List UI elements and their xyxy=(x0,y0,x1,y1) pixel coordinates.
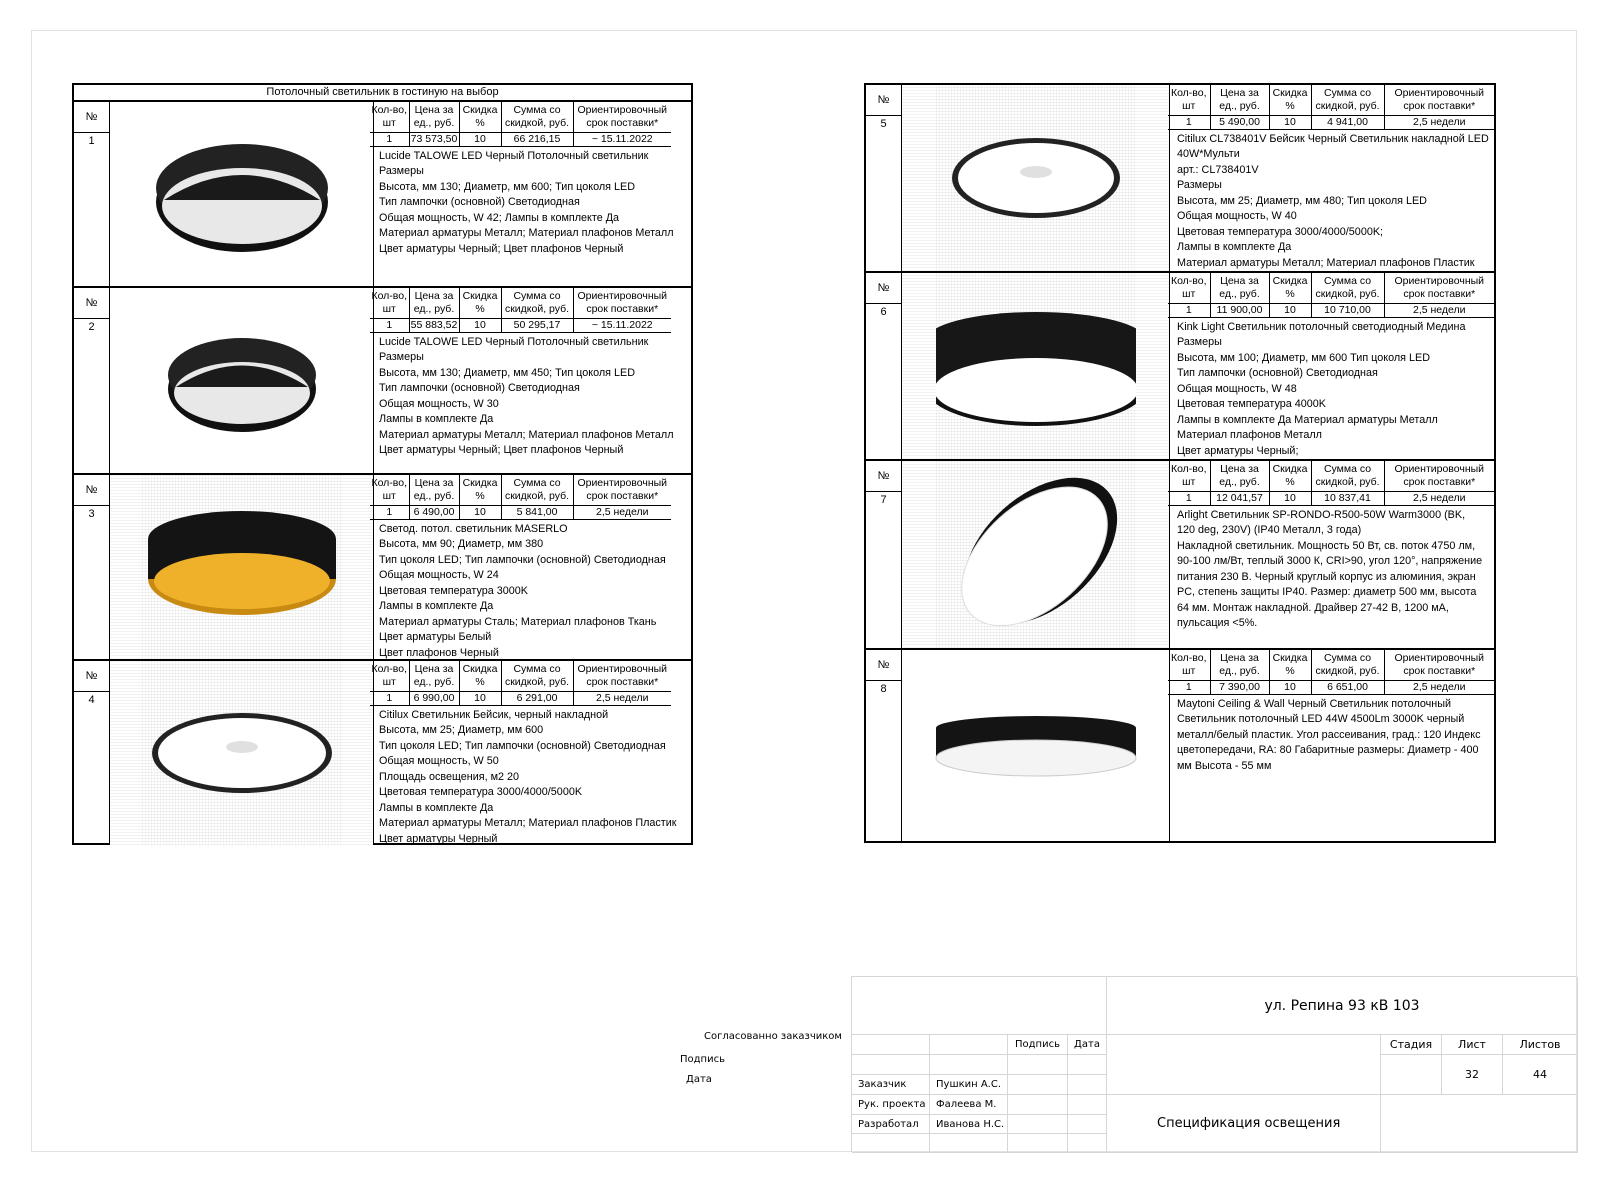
price-value: 5 490,00 xyxy=(1210,115,1269,129)
table-caption: Потолочный светильник в гостиную на выбор xyxy=(74,85,691,102)
discount-header: Скидка % xyxy=(1269,273,1311,303)
description-line: Цветовая температура 3000/4000/5000K xyxy=(379,786,583,798)
product-photo xyxy=(110,475,374,659)
description-line: Цвет арматуры Черный xyxy=(379,832,498,845)
description-line: Материал арматуры Металл; Материал плафонов Пластик xyxy=(379,817,677,829)
description-line: Общая мощность, W 24 xyxy=(379,569,499,581)
delivery-header: Ориентировочный срок поставки* xyxy=(1384,273,1494,303)
description-line: Цвет плафонов Черный xyxy=(379,646,499,659)
sum-header: Сумма со скидкой, руб. xyxy=(501,475,573,505)
product-info xyxy=(370,288,691,473)
product-block xyxy=(74,661,691,845)
qty-value: 1 xyxy=(1168,303,1210,317)
product-description xyxy=(1168,130,1494,272)
description-line: Высота, мм 130; Диаметр, мм 450; Тип цоколя LED xyxy=(379,366,635,379)
discount-value: 10 xyxy=(1269,491,1311,505)
number-header: № xyxy=(866,85,901,116)
sum-value: 6 651,00 xyxy=(1311,680,1384,694)
qty-value: 1 xyxy=(1168,115,1210,129)
col-date-header: Дата xyxy=(1068,1035,1107,1055)
discount-header: Скидка % xyxy=(1269,461,1311,491)
sum-header: Сумма со скидкой, руб. xyxy=(1311,461,1384,491)
pm-label: Рук. проекта xyxy=(852,1095,930,1115)
delivery-value: 2,5 недели xyxy=(1384,680,1494,694)
price-table xyxy=(370,288,691,333)
delivery-value: 2,5 недели xyxy=(573,505,671,519)
price-value: 11 900,00 xyxy=(1210,303,1269,317)
product-photo xyxy=(110,661,374,845)
number-column xyxy=(866,273,902,459)
price-value: 6 490,00 xyxy=(409,505,459,519)
qty-header: Кол-во, шт xyxy=(370,661,409,691)
description-line: Citilux Светильник Бейсик, черный накладной xyxy=(379,708,609,721)
date-label: Дата xyxy=(686,1074,712,1085)
product-block xyxy=(866,461,1494,650)
description-line: Общая мощность, W 42; Лампы в комплекте Да xyxy=(379,211,620,224)
lamp-image-icon xyxy=(142,663,342,843)
price-header: Цена за ед., руб. xyxy=(1210,461,1269,491)
product-block xyxy=(74,475,691,661)
product-block xyxy=(74,288,691,475)
product-photo xyxy=(902,85,1170,271)
delivery-header: Ориентировочный срок поставки* xyxy=(573,475,671,505)
approved-label: Согласованно заказчиком xyxy=(704,1031,842,1042)
product-block xyxy=(866,650,1494,841)
discount-header: Скидка % xyxy=(459,288,501,318)
qty-value: 1 xyxy=(1168,491,1210,505)
description-line: Тип цоколя LED; Тип лампочки (основной) Светодиодная xyxy=(379,553,666,566)
sum-value: 10 837,41 xyxy=(1311,491,1384,505)
address: ул. Репина 93 кВ 103 xyxy=(1107,977,1578,1035)
sheet-label: Лист xyxy=(1442,1035,1503,1055)
description-line: Тип лампочки (основной) Светодиодная xyxy=(379,382,580,394)
number-column xyxy=(74,102,110,286)
lamp-image-icon xyxy=(936,88,1136,268)
description-line: Размеры xyxy=(1177,179,1222,191)
spec-table-left xyxy=(72,83,693,845)
delivery-value: ~ 15.11.2022 xyxy=(573,132,671,146)
qty-header: Кол-во, шт xyxy=(1168,650,1210,680)
delivery-value: 2,5 недели xyxy=(1384,491,1494,505)
product-description xyxy=(370,706,691,846)
qty-header: Кол-во, шт xyxy=(1168,461,1210,491)
product-info xyxy=(370,475,691,659)
description-line: Лампы в комплекте Да xyxy=(1177,241,1292,253)
discount-value: 10 xyxy=(459,505,501,519)
qty-header: Кол-во, шт xyxy=(370,102,409,132)
product-description xyxy=(1168,318,1494,460)
lamp-image-icon xyxy=(120,104,364,284)
price-header: Цена за ед., руб. xyxy=(409,102,459,132)
lamp-image-icon xyxy=(936,276,1136,456)
product-info xyxy=(370,102,691,286)
product-block xyxy=(74,102,691,288)
dev-label: Разработал xyxy=(852,1115,930,1134)
description-line: Высота, мм 25; Диаметр, мм 480; Тип цоколя LED xyxy=(1177,194,1427,207)
price-header: Цена за ед., руб. xyxy=(409,475,459,505)
number-header: № xyxy=(74,102,109,133)
number-column xyxy=(74,288,110,473)
product-block xyxy=(866,85,1494,273)
product-description xyxy=(370,333,691,459)
price-table xyxy=(370,475,691,520)
description-line: Размеры xyxy=(1177,336,1222,348)
title-block xyxy=(851,976,1577,1152)
description-line: Maytoni Ceiling & Wall Черный Светильник потолочный Светильник потолочный LED 44W 4500Lm 3000K черный металл/белый пластик. Угол рассеивания, град.: 120 Индекс цветопередачи, RA: 80 Габаритные размеры: Диаметр - 400 мм Высота - 55 мм xyxy=(1177,697,1481,772)
number-column xyxy=(866,461,902,648)
price-table xyxy=(1168,461,1494,506)
number-header: № xyxy=(866,273,901,304)
discount-header: Скидка % xyxy=(459,102,501,132)
qty-header: Кол-во, шт xyxy=(370,475,409,505)
product-description xyxy=(1168,695,1494,775)
description-line: Размеры xyxy=(379,165,424,177)
number-column xyxy=(866,85,902,271)
description-line: Lucide TALOWE LED Черный Потолочный светильник xyxy=(379,335,649,348)
sheets-number: 44 xyxy=(1503,1055,1578,1095)
item-number: 3 xyxy=(88,508,95,520)
qty-value: 1 xyxy=(370,505,409,519)
sheet-number: 32 xyxy=(1442,1055,1503,1095)
sum-header: Сумма со скидкой, руб. xyxy=(501,661,573,691)
price-table xyxy=(1168,650,1494,695)
lamp-image-icon xyxy=(120,291,364,471)
description-line: Цвет арматуры Белый xyxy=(379,631,492,643)
description-line: Высота, мм 90; Диаметр, мм 380 xyxy=(379,538,544,550)
description-line: Цвет арматуры Черный; Цвет плафонов Черный xyxy=(379,242,624,255)
description-line: Kink Light Светильник потолочный светодиодный Медина xyxy=(1177,320,1466,333)
description-line: Тип цоколя LED; Тип лампочки (основной) Светодиодная xyxy=(379,739,666,752)
description-line: Материал арматуры Металл; Материал плафонов Металл xyxy=(379,428,674,441)
item-number: 4 xyxy=(88,694,95,706)
number-header: № xyxy=(866,650,901,681)
description-line: Высота, мм 25; Диаметр, мм 600 xyxy=(379,724,544,736)
dev-name: Иванова Н.С. xyxy=(930,1115,1008,1134)
description-line: Цвет арматуры Черный; Цвет плафонов Черный xyxy=(379,444,624,456)
product-info xyxy=(1168,85,1494,271)
sheets-label: Листов xyxy=(1503,1035,1578,1055)
description-line: 40W*Мульти xyxy=(1177,148,1240,160)
lamp-image-icon xyxy=(142,477,342,657)
description-line: Общая мощность, W 50 xyxy=(379,755,499,767)
number-header: № xyxy=(74,661,109,692)
price-value: 55 883,52 xyxy=(410,318,458,331)
product-photo xyxy=(902,461,1170,648)
discount-value: 10 xyxy=(1269,303,1311,317)
description-line: Материал арматуры Металл; Материал плафонов Металл xyxy=(379,227,674,239)
delivery-value: 2,5 недели xyxy=(1384,115,1494,129)
signature-label: Подпись xyxy=(680,1054,725,1065)
number-header: № xyxy=(866,461,901,492)
description-line: Материал арматуры Металл; Материал плафонов Пластик xyxy=(1177,256,1475,269)
price-header: Цена за ед., руб. xyxy=(1210,85,1269,115)
delivery-header: Ориентировочный срок поставки* xyxy=(1384,461,1494,491)
qty-header: Кол-во, шт xyxy=(370,288,409,318)
item-number: 1 xyxy=(88,135,95,147)
product-description xyxy=(370,147,691,258)
item-number: 8 xyxy=(880,683,887,695)
discount-header: Скидка % xyxy=(1269,650,1311,680)
description-line: Материал плафонов Металл xyxy=(1177,429,1322,441)
product-photo xyxy=(110,102,374,286)
number-header: № xyxy=(74,475,109,506)
price-header: Цена за ед., руб. xyxy=(1210,650,1269,680)
description-line: Цветовая температура 3000/4000/5000K; xyxy=(1177,225,1384,238)
discount-value: 10 xyxy=(1269,680,1311,694)
col-sign-header: Подпись xyxy=(1008,1035,1068,1055)
description-line: Цветовая температура 3000K xyxy=(379,584,528,597)
number-column xyxy=(74,661,110,845)
product-photo xyxy=(110,288,374,473)
price-table xyxy=(1168,85,1494,130)
description-line: Lucide TALOWE LED Черный Потолочный светильник xyxy=(379,149,649,162)
description-line: Высота, мм 130; Диаметр, мм 600; Тип цоколя LED xyxy=(379,180,635,193)
delivery-value: 2,5 недели xyxy=(1384,303,1494,317)
product-info xyxy=(1168,650,1494,841)
price-value: 6 990,00 xyxy=(409,691,459,705)
sum-header: Сумма со скидкой, руб. xyxy=(1311,85,1384,115)
product-info xyxy=(370,661,691,845)
price-table xyxy=(370,661,691,706)
product-description xyxy=(370,520,691,662)
delivery-header: Ориентировочный срок поставки* xyxy=(1384,650,1494,680)
number-header: № xyxy=(74,288,109,319)
doc-title: Спецификация освещения xyxy=(1107,1095,1381,1153)
description-line: Лампы в комплекте Да xyxy=(379,413,494,425)
customer-label: Заказчик xyxy=(852,1075,930,1095)
description-line: Лампы в комплекте Да xyxy=(379,801,494,814)
description-line: Размеры xyxy=(379,351,424,363)
description-line: Лампы в комплекте Да Материал арматуры Металл xyxy=(1177,413,1438,426)
description-line: Материал арматуры Сталь; Материал плафонов Ткань xyxy=(379,615,657,628)
qty-value: 1 xyxy=(370,318,409,332)
product-photo xyxy=(902,650,1170,841)
qty-value: 1 xyxy=(370,132,409,146)
description-line: Площадь освещения, м2 20 xyxy=(379,770,520,783)
delivery-header: Ориентировочный срок поставки* xyxy=(1384,85,1494,115)
qty-header: Кол-во, шт xyxy=(1168,273,1210,303)
price-table xyxy=(1168,273,1494,318)
price-value: 12 041,57 xyxy=(1210,491,1269,505)
sum-value: 50 295,17 xyxy=(501,318,573,332)
price-value: 73 573,50 xyxy=(410,132,458,145)
qty-header: Кол-во, шт xyxy=(1168,85,1210,115)
description-line: арт.: CL738401V xyxy=(1177,163,1259,176)
lamp-image-icon xyxy=(936,465,1136,645)
sum-header: Сумма со скидкой, руб. xyxy=(501,288,573,318)
lamp-image-icon xyxy=(912,656,1160,836)
description-line: Светод. потол. светильник MASERLO xyxy=(379,522,568,535)
sum-header: Сумма со скидкой, руб. xyxy=(1311,273,1384,303)
sum-value: 6 291,00 xyxy=(501,691,573,705)
delivery-header: Ориентировочный срок поставки* xyxy=(573,288,671,318)
sum-value: 4 941,00 xyxy=(1311,115,1384,129)
description-line: Высота, мм 100; Диаметр, мм 600 Тип цоколя LED xyxy=(1177,351,1430,364)
description-line: Накладной светильник. Мощность 50 Вт, св. поток 4750 лм, 90-100 лм/Вт, теплый 3000 К, CRI>90, угол 120°, напряжение питания 230 В. Черный круглый корпус из алюминия, экран PC, степень защиты IP40. Размер: диаметр 500 мм, высота 64 мм. Монтаж накладной. Драйвер 27-42 В, 1200 мА, пульсация <5%. xyxy=(1177,539,1483,629)
product-info xyxy=(1168,461,1494,648)
spec-table-right xyxy=(864,83,1496,843)
description-line: Тип лампочки (основной) Светодиодная xyxy=(1177,367,1378,379)
discount-header: Скидка % xyxy=(459,661,501,691)
delivery-header: Ориентировочный срок поставки* xyxy=(573,661,671,691)
sum-header: Сумма со скидкой, руб. xyxy=(1311,650,1384,680)
description-line: Общая мощность, W 48 xyxy=(1177,382,1297,395)
number-column xyxy=(866,650,902,841)
description-line: Общая мощность, W 40 xyxy=(1177,210,1297,222)
number-column xyxy=(74,475,110,659)
product-description xyxy=(1168,506,1494,632)
discount-header: Скидка % xyxy=(459,475,501,505)
price-value: 7 390,00 xyxy=(1210,680,1269,694)
discount-value: 10 xyxy=(459,318,501,332)
discount-value: 10 xyxy=(459,691,501,705)
item-number: 5 xyxy=(880,118,887,130)
price-header: Цена за ед., руб. xyxy=(409,661,459,691)
sum-value: 5 841,00 xyxy=(501,505,573,519)
qty-value: 1 xyxy=(1168,680,1210,694)
description-line: Лампы в комплекте Да xyxy=(379,600,494,612)
delivery-value: 2,5 недели xyxy=(573,691,671,705)
product-block xyxy=(866,273,1494,461)
item-number: 7 xyxy=(880,494,887,506)
pm-name: Фалеева М. xyxy=(930,1095,1008,1115)
product-info xyxy=(1168,273,1494,459)
description-line: Arlight Светильник SP-RONDO-R500-50W Warm3000 (BK, 120 deg, 230V) (IP40 Металл, 3 года) xyxy=(1177,508,1466,536)
price-table xyxy=(370,102,691,147)
item-number: 2 xyxy=(88,321,95,333)
price-header: Цена за ед., руб. xyxy=(1210,273,1269,303)
delivery-value: ~ 15.11.2022 xyxy=(573,318,671,332)
description-line: Общая мощность, W 30 xyxy=(379,397,499,410)
discount-value: 10 xyxy=(459,132,501,146)
sum-value: 66 216,15 xyxy=(501,132,573,146)
description-line: Цвет арматуры Черный; xyxy=(1177,444,1299,457)
delivery-header: Ориентировочный срок поставки* xyxy=(573,102,671,132)
product-photo xyxy=(902,273,1170,459)
discount-header: Скидка % xyxy=(1269,85,1311,115)
description-line: Цветовая температура 4000K xyxy=(1177,398,1326,410)
customer-name: Пушкин А.С. xyxy=(930,1075,1008,1095)
sum-header: Сумма со скидкой, руб. xyxy=(501,102,573,132)
sum-value: 10 710,00 xyxy=(1311,303,1384,317)
discount-value: 10 xyxy=(1269,115,1311,129)
qty-value: 1 xyxy=(370,691,409,705)
stage-label: Стадия xyxy=(1381,1035,1442,1055)
item-number: 6 xyxy=(880,306,887,318)
description-line: Citilux CL738401V Бейсик Черный Светильник накладной LED xyxy=(1177,132,1489,145)
description-line: Тип лампочки (основной) Светодиодная xyxy=(379,196,580,208)
price-header: Цена за ед., руб. xyxy=(409,288,459,318)
